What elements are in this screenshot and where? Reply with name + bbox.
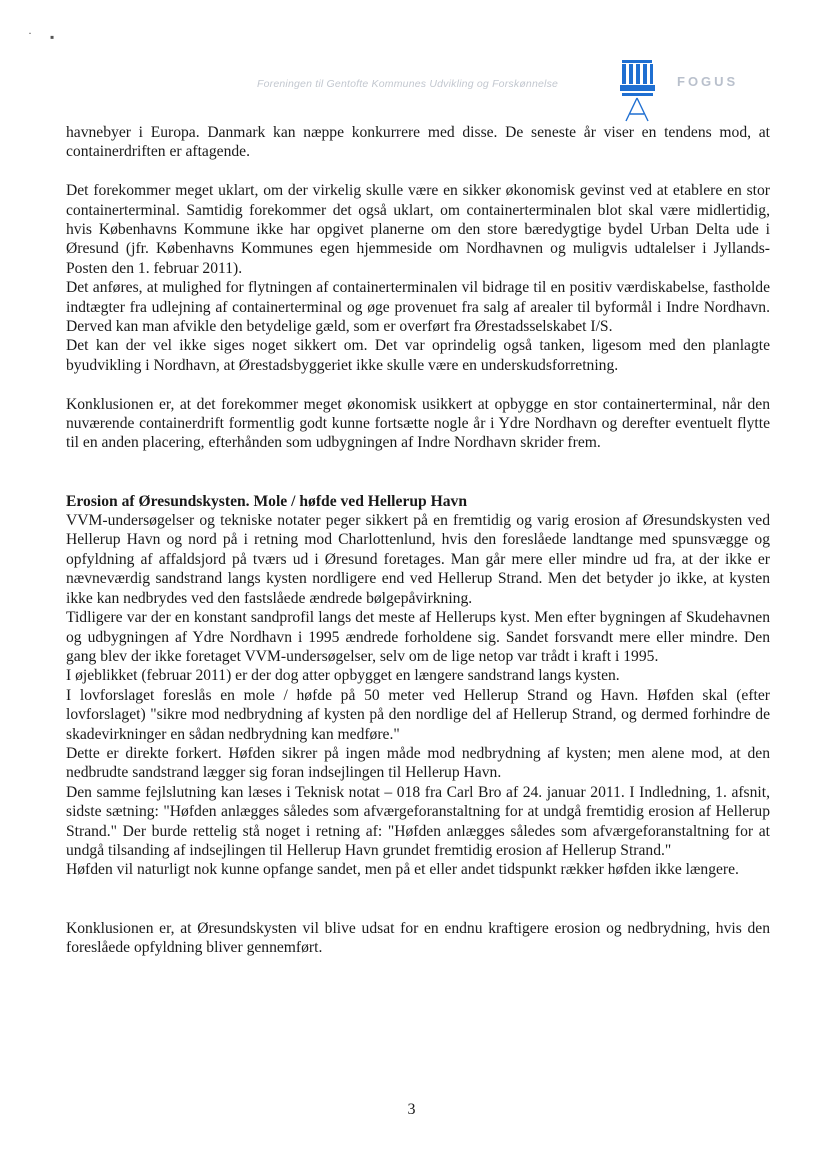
scan-speck: · — [28, 26, 32, 40]
paragraph: Konklusionen er, at det forekommer meget økonomisk usikkert at opbygge en stor containerterminal, når den nuværende containerdrift formentlig godt kunne fortsætte nogle år i Ydre Nordhavn og derefter eventuelt flytte til en anden placering, efterhånden som udbygningen af Indre Nordhavn skrider frem. — [66, 395, 770, 452]
body-text — [66, 123, 770, 957]
paragraph: I øjeblikket (februar 2011) er der dog atter opbygget en længere sandstrand langs kysten. — [66, 667, 620, 685]
spacer — [66, 453, 770, 472]
spacer — [66, 899, 770, 918]
paragraph: Det kan der vel ikke siges noget sikkert om. Det var oprindelig også tanken, ligesom med den planlagte byudvikling i Nordhavn, at Ørestadsbyggeriet ikke skulle være en underskudsforretning. — [66, 337, 770, 374]
paragraph: Dette er direkte forkert. Høfden sikrer på ingen måde mod nedbrydning af kysten; men alene mod, at den nedbrudte sandstrand lægger sig foran indsejlingen til Hellerup Havn. — [66, 744, 770, 782]
paragraph: havnebyer i Europa. Danmark kan næppe konkurrere med disse. De seneste år viser en tendens mod, at containerdriften er aftagende. — [66, 124, 770, 161]
paragraph: Konklusionen er, at Øresundskysten vil blive udsat for en endnu kraftigere erosion og nedbrydning, hvis den foreslåede opfyldning bliver gennemført. — [66, 919, 770, 956]
paragraph: VVM-undersøgelser og tekniske notater peger sikkert på en fremtidig og varig erosion af Øresundskysten ved Hellerup Havn og nord på i retning mod Charlottenlund, hvis den foreslåede landtange med spunsvægge og opfyldning af affaldsjord på tværs ud i Øresund foretages. Man går mere eller mindre ud fra, at der ikke er nævneværdig sandstrand langs kysten nordligere end ved Hellerup Strand. Men det betyder jo ikke, at kysten ikke kan nedbrydes ved den fastslåede ændrede bølgepåvirkning. — [66, 512, 770, 607]
paragraph: I lovforslaget foreslås en mole / høfde på 50 meter ved Hellerup Strand og Havn. Høfden skal (efter lovforslaget) "sikre mod nedbrydning af kysten på den nordlige del af Hellerup Strand, og dermed forhindre de skadevirkninger en sådan nedbrydning kan medføre." — [66, 686, 770, 743]
paragraph: Det anføres, at mulighed for flytningen af containerterminalen vil bidrage til en positiv værdiskabelse, fastholde indtægter fra udlejning af containerterminal og øge provenuet fra salg af arealer til byformål i Indre Nordhavn. Derved kan man afvikle den betydelige gæld, som er overført fra Ørestadsselskabet I/S. — [66, 279, 770, 336]
logo-text: FOGUS — [677, 74, 739, 89]
paragraph: Den samme fejlslutning kan læses i Teknisk notat – 018 fra Carl Bro af 24. januar 2011. I Indledning, 1. afsnit, sidste sætning: "Høfden anlægges således som afværgeforanstaltning for at undgå fremtidig erosion af Hellerup Strand." Der burde rettelig stå noget i retning af: "Høfden anlægges således som afværgeforanstaltning for at undgå tilsanding af indsejlingen til Hellerup Havn grundet fremtidig erosion af Hellerup Strand." — [66, 783, 770, 859]
section-heading: Erosion af Øresundskysten. Mole / høfde ved Hellerup Havn — [66, 492, 467, 510]
spacer — [66, 162, 770, 181]
spacer — [66, 375, 770, 394]
paragraph: Tidligere var der en konstant sandprofil langs det meste af Hellerups kyst. Men efter bygningen af Skudehavnen og udbygningen af Ydre Nordhavn i 1995 ændrede forholdene sig. Sandet forsvandt mere eller mindre. Den gang blev der ikke foretaget VVM-undersøgelser, selv om de lige netop var trådt i kraft i 1995. — [66, 609, 770, 665]
fogus-logo-icon — [612, 60, 660, 122]
paragraph: Høfden vil naturligt nok kunne opfange sandet, men på et eller andet tidspunkt rækker høfden ikke længere. — [66, 861, 739, 879]
spacer — [66, 472, 770, 491]
spacer — [66, 880, 770, 899]
paragraph: Det forekommer meget uklart, om der virkelig skulle være en sikker økonomisk gevinst ved at etablere en stor containerterminal. Samtidig forekommer det også uklart, om containerterminalen blot skal være midlertidig, hvis Københavns Kommune ikke har opgivet planerne om den store bæredygtige bydel Urban Delta ude i Øresund (jfr. Københavns Kommunes egen hjemmeside om Nordhavnen og muligvis udtalelser i Jyllands-Posten den 1. februar 2011). — [66, 182, 770, 277]
scan-speck: ▪ — [50, 30, 55, 44]
page-number: 3 — [407, 1101, 416, 1118]
header-tagline: Foreningen til Gentofte Kommunes Udvikling og Forskønnelse — [257, 78, 559, 90]
